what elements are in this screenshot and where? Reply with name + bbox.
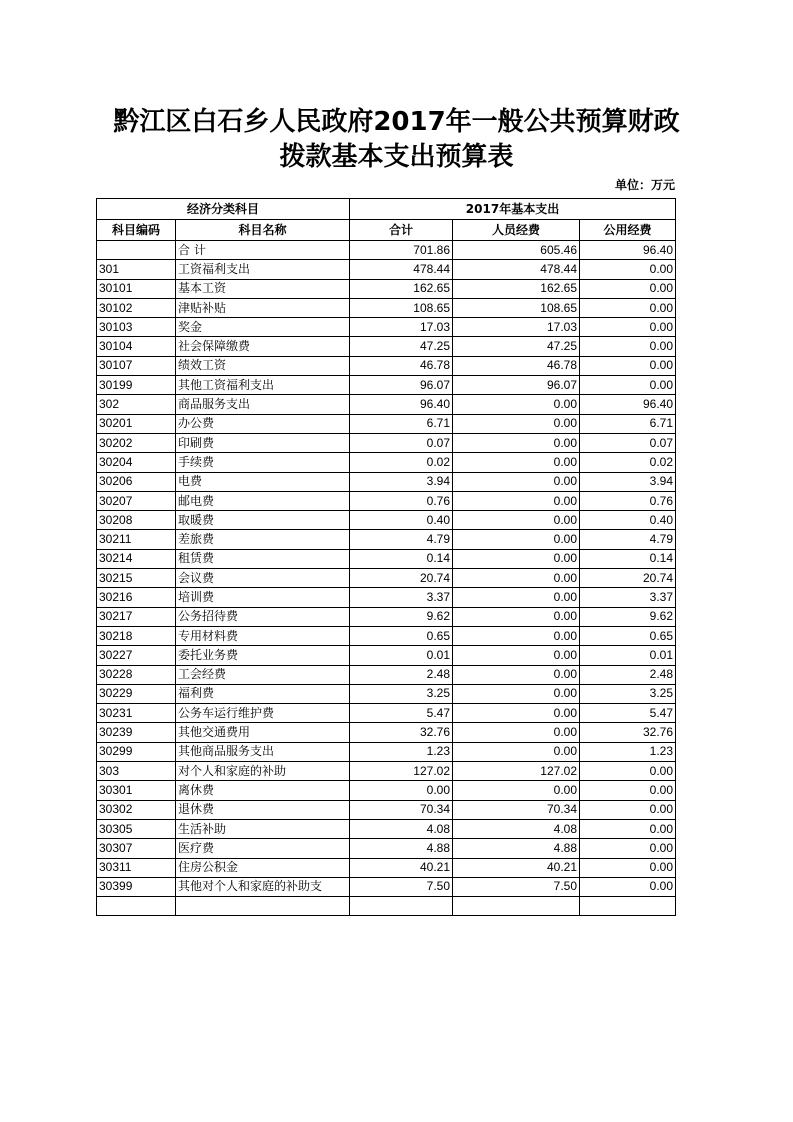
cell-public: 4.79 — [580, 530, 676, 549]
table-row — [97, 665, 676, 684]
cell-personnel: 0.00 — [453, 395, 580, 414]
table-row — [97, 819, 676, 838]
cell-personnel: 0.00 — [453, 704, 580, 723]
cell-public: 0.00 — [580, 839, 676, 858]
table-row — [97, 588, 676, 607]
header-basic-expenditure: 2017年基本支出 — [350, 199, 676, 220]
cell-code: 30302 — [97, 800, 176, 819]
table-row — [97, 742, 676, 761]
table-body — [97, 241, 676, 916]
cell-code: 30199 — [97, 376, 176, 395]
cell-personnel: 0.00 — [453, 781, 580, 800]
cell-code: 30229 — [97, 684, 176, 703]
cell-code: 30307 — [97, 839, 176, 858]
document-title-line-2: 拨款基本支出预算表 — [279, 142, 514, 172]
cell-personnel: 0.00 — [453, 414, 580, 433]
cell-code: 30207 — [97, 491, 176, 510]
cell-total: 7.50 — [350, 877, 453, 896]
cell-personnel: 0.00 — [453, 433, 580, 452]
cell-personnel: 0.00 — [453, 588, 580, 607]
cell-public: 2.48 — [580, 665, 676, 684]
cell-public: 0.00 — [580, 762, 676, 781]
cell-personnel: 47.25 — [453, 337, 580, 356]
cell-name: 公务车运行维护费 — [176, 704, 350, 723]
cell-total: 162.65 — [350, 279, 453, 298]
cell-public: 0.76 — [580, 491, 676, 510]
cell-public: 96.40 — [580, 241, 676, 260]
cell-total: 478.44 — [350, 260, 453, 279]
cell-code: 30239 — [97, 723, 176, 742]
cell-code: 30206 — [97, 472, 176, 491]
cell-name: 差旅费 — [176, 530, 350, 549]
cell-public: 0.00 — [580, 356, 676, 375]
cell-name: 奖金 — [176, 318, 350, 337]
table-row — [97, 781, 676, 800]
cell-personnel: 4.88 — [453, 839, 580, 858]
cell-public: 0.07 — [580, 433, 676, 452]
document-title-line-1: 黔江区白石乡人民政府2017年一般公共预算财政 — [113, 107, 680, 137]
cell-public: 3.94 — [580, 472, 676, 491]
cell-code: 303 — [97, 762, 176, 781]
cell-personnel: 0.00 — [453, 530, 580, 549]
cell-public: 0.14 — [580, 549, 676, 568]
cell-code: 30104 — [97, 337, 176, 356]
cell-public: 0.00 — [580, 298, 676, 317]
cell-public: 3.25 — [580, 684, 676, 703]
cell-personnel: 0.00 — [453, 665, 580, 684]
cell-public: 0.01 — [580, 646, 676, 665]
table-row — [97, 800, 676, 819]
cell-public: 0.00 — [580, 260, 676, 279]
cell-name: 专用材料费 — [176, 626, 350, 645]
table-row — [97, 839, 676, 858]
cell-name: 对个人和家庭的补助 — [176, 762, 350, 781]
cell-personnel: 0.00 — [453, 511, 580, 530]
cell-personnel: 0.00 — [453, 549, 580, 568]
table-row — [97, 626, 676, 645]
cell-code: 30216 — [97, 588, 176, 607]
cell-name: 取暖费 — [176, 511, 350, 530]
table-row — [97, 530, 676, 549]
cell-personnel: 4.08 — [453, 819, 580, 838]
cell-name: 津贴补贴 — [176, 298, 350, 317]
cell-total: 46.78 — [350, 356, 453, 375]
cell-code: 30231 — [97, 704, 176, 723]
cell-public: 5.47 — [580, 704, 676, 723]
cell-public — [580, 897, 676, 916]
cell-personnel: 127.02 — [453, 762, 580, 781]
cell-code: 30214 — [97, 549, 176, 568]
cell-public: 0.00 — [580, 279, 676, 298]
cell-personnel: 17.03 — [453, 318, 580, 337]
cell-name: 印刷费 — [176, 433, 350, 452]
table-row — [97, 569, 676, 588]
header-column-row — [97, 220, 676, 241]
cell-personnel: 7.50 — [453, 877, 580, 896]
table-row — [97, 337, 676, 356]
cell-total: 127.02 — [350, 762, 453, 781]
cell-total: 4.88 — [350, 839, 453, 858]
cell-personnel: 605.46 — [453, 241, 580, 260]
cell-personnel: 0.00 — [453, 453, 580, 472]
cell-total: 3.94 — [350, 472, 453, 491]
cell-code: 30202 — [97, 433, 176, 452]
cell-personnel: 40.21 — [453, 858, 580, 877]
cell-total: 96.40 — [350, 395, 453, 414]
table-row — [97, 762, 676, 781]
cell-total: 4.79 — [350, 530, 453, 549]
cell-code: 30107 — [97, 356, 176, 375]
cell-code: 30305 — [97, 819, 176, 838]
cell-personnel: 0.00 — [453, 491, 580, 510]
cell-total: 0.07 — [350, 433, 453, 452]
cell-code — [97, 241, 176, 260]
cell-code: 30218 — [97, 626, 176, 645]
cell-total: 0.14 — [350, 549, 453, 568]
table-row — [97, 472, 676, 491]
cell-total: 0.01 — [350, 646, 453, 665]
cell-total: 40.21 — [350, 858, 453, 877]
table-row — [97, 491, 676, 510]
cell-code: 30228 — [97, 665, 176, 684]
cell-name: 绩效工资 — [176, 356, 350, 375]
table-row — [97, 723, 676, 742]
cell-code — [97, 897, 176, 916]
cell-total: 0.65 — [350, 626, 453, 645]
table-row — [97, 607, 676, 626]
cell-public: 0.00 — [580, 877, 676, 896]
cell-total: 20.74 — [350, 569, 453, 588]
cell-personnel: 96.07 — [453, 376, 580, 395]
cell-personnel: 46.78 — [453, 356, 580, 375]
cell-name: 福利费 — [176, 684, 350, 703]
cell-personnel: 0.00 — [453, 472, 580, 491]
header-name: 科目名称 — [176, 220, 350, 241]
cell-name: 合 计 — [176, 241, 350, 260]
cell-public: 0.00 — [580, 318, 676, 337]
table-row — [97, 395, 676, 414]
cell-public: 1.23 — [580, 742, 676, 761]
cell-total: 3.25 — [350, 684, 453, 703]
unit-label: 单位：万元 — [614, 178, 675, 192]
cell-name: 其他对个人和家庭的补助支 — [176, 877, 350, 896]
cell-personnel: 0.00 — [453, 626, 580, 645]
cell-name: 会议费 — [176, 569, 350, 588]
cell-total: 6.71 — [350, 414, 453, 433]
cell-public: 0.02 — [580, 453, 676, 472]
cell-code: 30211 — [97, 530, 176, 549]
cell-total: 47.25 — [350, 337, 453, 356]
cell-code: 30217 — [97, 607, 176, 626]
table-row — [97, 549, 676, 568]
cell-total: 1.23 — [350, 742, 453, 761]
table-row — [97, 318, 676, 337]
cell-personnel: 0.00 — [453, 723, 580, 742]
cell-name: 工资福利支出 — [176, 260, 350, 279]
cell-code: 30311 — [97, 858, 176, 877]
cell-code: 30201 — [97, 414, 176, 433]
cell-name: 其他商品服务支出 — [176, 742, 350, 761]
cell-total: 108.65 — [350, 298, 453, 317]
cell-code: 30301 — [97, 781, 176, 800]
table-row — [97, 241, 676, 260]
header-group-row — [97, 199, 676, 220]
cell-code: 30208 — [97, 511, 176, 530]
cell-total: 5.47 — [350, 704, 453, 723]
cell-personnel: 0.00 — [453, 569, 580, 588]
cell-name: 租赁费 — [176, 549, 350, 568]
cell-name: 其他交通费用 — [176, 723, 350, 742]
table-row — [97, 858, 676, 877]
cell-personnel: 162.65 — [453, 279, 580, 298]
cell-name: 生活补助 — [176, 819, 350, 838]
cell-name: 邮电费 — [176, 491, 350, 510]
cell-personnel: 478.44 — [453, 260, 580, 279]
table-row — [97, 877, 676, 896]
header-code: 科目编码 — [97, 220, 176, 241]
cell-public: 0.65 — [580, 626, 676, 645]
cell-personnel: 0.00 — [453, 742, 580, 761]
cell-public: 0.00 — [580, 337, 676, 356]
cell-name: 退休费 — [176, 800, 350, 819]
cell-public: 0.00 — [580, 781, 676, 800]
cell-public: 0.00 — [580, 858, 676, 877]
cell-public: 0.40 — [580, 511, 676, 530]
header-total: 合计 — [350, 220, 453, 241]
cell-total: 17.03 — [350, 318, 453, 337]
cell-total: 2.48 — [350, 665, 453, 684]
cell-code: 30204 — [97, 453, 176, 472]
cell-total: 4.08 — [350, 819, 453, 838]
cell-total: 96.07 — [350, 376, 453, 395]
cell-personnel: 70.34 — [453, 800, 580, 819]
cell-code: 30299 — [97, 742, 176, 761]
cell-personnel: 108.65 — [453, 298, 580, 317]
cell-total: 32.76 — [350, 723, 453, 742]
cell-name: 公务招待费 — [176, 607, 350, 626]
cell-total — [350, 897, 453, 916]
cell-public: 20.74 — [580, 569, 676, 588]
cell-public: 9.62 — [580, 607, 676, 626]
cell-name: 工会经费 — [176, 665, 350, 684]
cell-name — [176, 897, 350, 916]
table-row — [97, 897, 676, 916]
table-row — [97, 279, 676, 298]
header-public: 公用经费 — [580, 220, 676, 241]
cell-name: 商品服务支出 — [176, 395, 350, 414]
header-personnel: 人员经费 — [453, 220, 580, 241]
header-economic-classification: 经济分类科目 — [97, 199, 350, 220]
cell-total: 0.00 — [350, 781, 453, 800]
cell-name: 社会保障缴费 — [176, 337, 350, 356]
cell-code: 30215 — [97, 569, 176, 588]
cell-name: 基本工资 — [176, 279, 350, 298]
cell-name: 手续费 — [176, 453, 350, 472]
cell-total: 3.37 — [350, 588, 453, 607]
cell-name: 办公费 — [176, 414, 350, 433]
budget-table — [96, 198, 676, 916]
table-row — [97, 684, 676, 703]
cell-name: 培训费 — [176, 588, 350, 607]
cell-name: 电费 — [176, 472, 350, 491]
cell-total: 0.40 — [350, 511, 453, 530]
cell-total: 9.62 — [350, 607, 453, 626]
cell-code: 30102 — [97, 298, 176, 317]
table-row — [97, 298, 676, 317]
table-row — [97, 511, 676, 530]
cell-total: 701.86 — [350, 241, 453, 260]
cell-code: 302 — [97, 395, 176, 414]
cell-public: 0.00 — [580, 376, 676, 395]
cell-code: 30101 — [97, 279, 176, 298]
table-row — [97, 260, 676, 279]
cell-name: 住房公积金 — [176, 858, 350, 877]
cell-public: 0.00 — [580, 819, 676, 838]
cell-code: 301 — [97, 260, 176, 279]
cell-public: 3.37 — [580, 588, 676, 607]
table-row — [97, 704, 676, 723]
cell-name: 其他工资福利支出 — [176, 376, 350, 395]
cell-personnel: 0.00 — [453, 684, 580, 703]
cell-total: 70.34 — [350, 800, 453, 819]
cell-public: 32.76 — [580, 723, 676, 742]
table-row — [97, 414, 676, 433]
cell-name: 医疗费 — [176, 839, 350, 858]
table-row — [97, 453, 676, 472]
cell-code: 30399 — [97, 877, 176, 896]
cell-public: 0.00 — [580, 800, 676, 819]
cell-public: 96.40 — [580, 395, 676, 414]
table-row — [97, 646, 676, 665]
cell-total: 0.76 — [350, 491, 453, 510]
table-row — [97, 356, 676, 375]
cell-code: 30103 — [97, 318, 176, 337]
cell-public: 6.71 — [580, 414, 676, 433]
table-row — [97, 433, 676, 452]
cell-total: 0.02 — [350, 453, 453, 472]
cell-name: 离休费 — [176, 781, 350, 800]
cell-personnel: 0.00 — [453, 646, 580, 665]
cell-name: 委托业务费 — [176, 646, 350, 665]
cell-personnel: 0.00 — [453, 607, 580, 626]
cell-code: 30227 — [97, 646, 176, 665]
table-row — [97, 376, 676, 395]
cell-personnel — [453, 897, 580, 916]
